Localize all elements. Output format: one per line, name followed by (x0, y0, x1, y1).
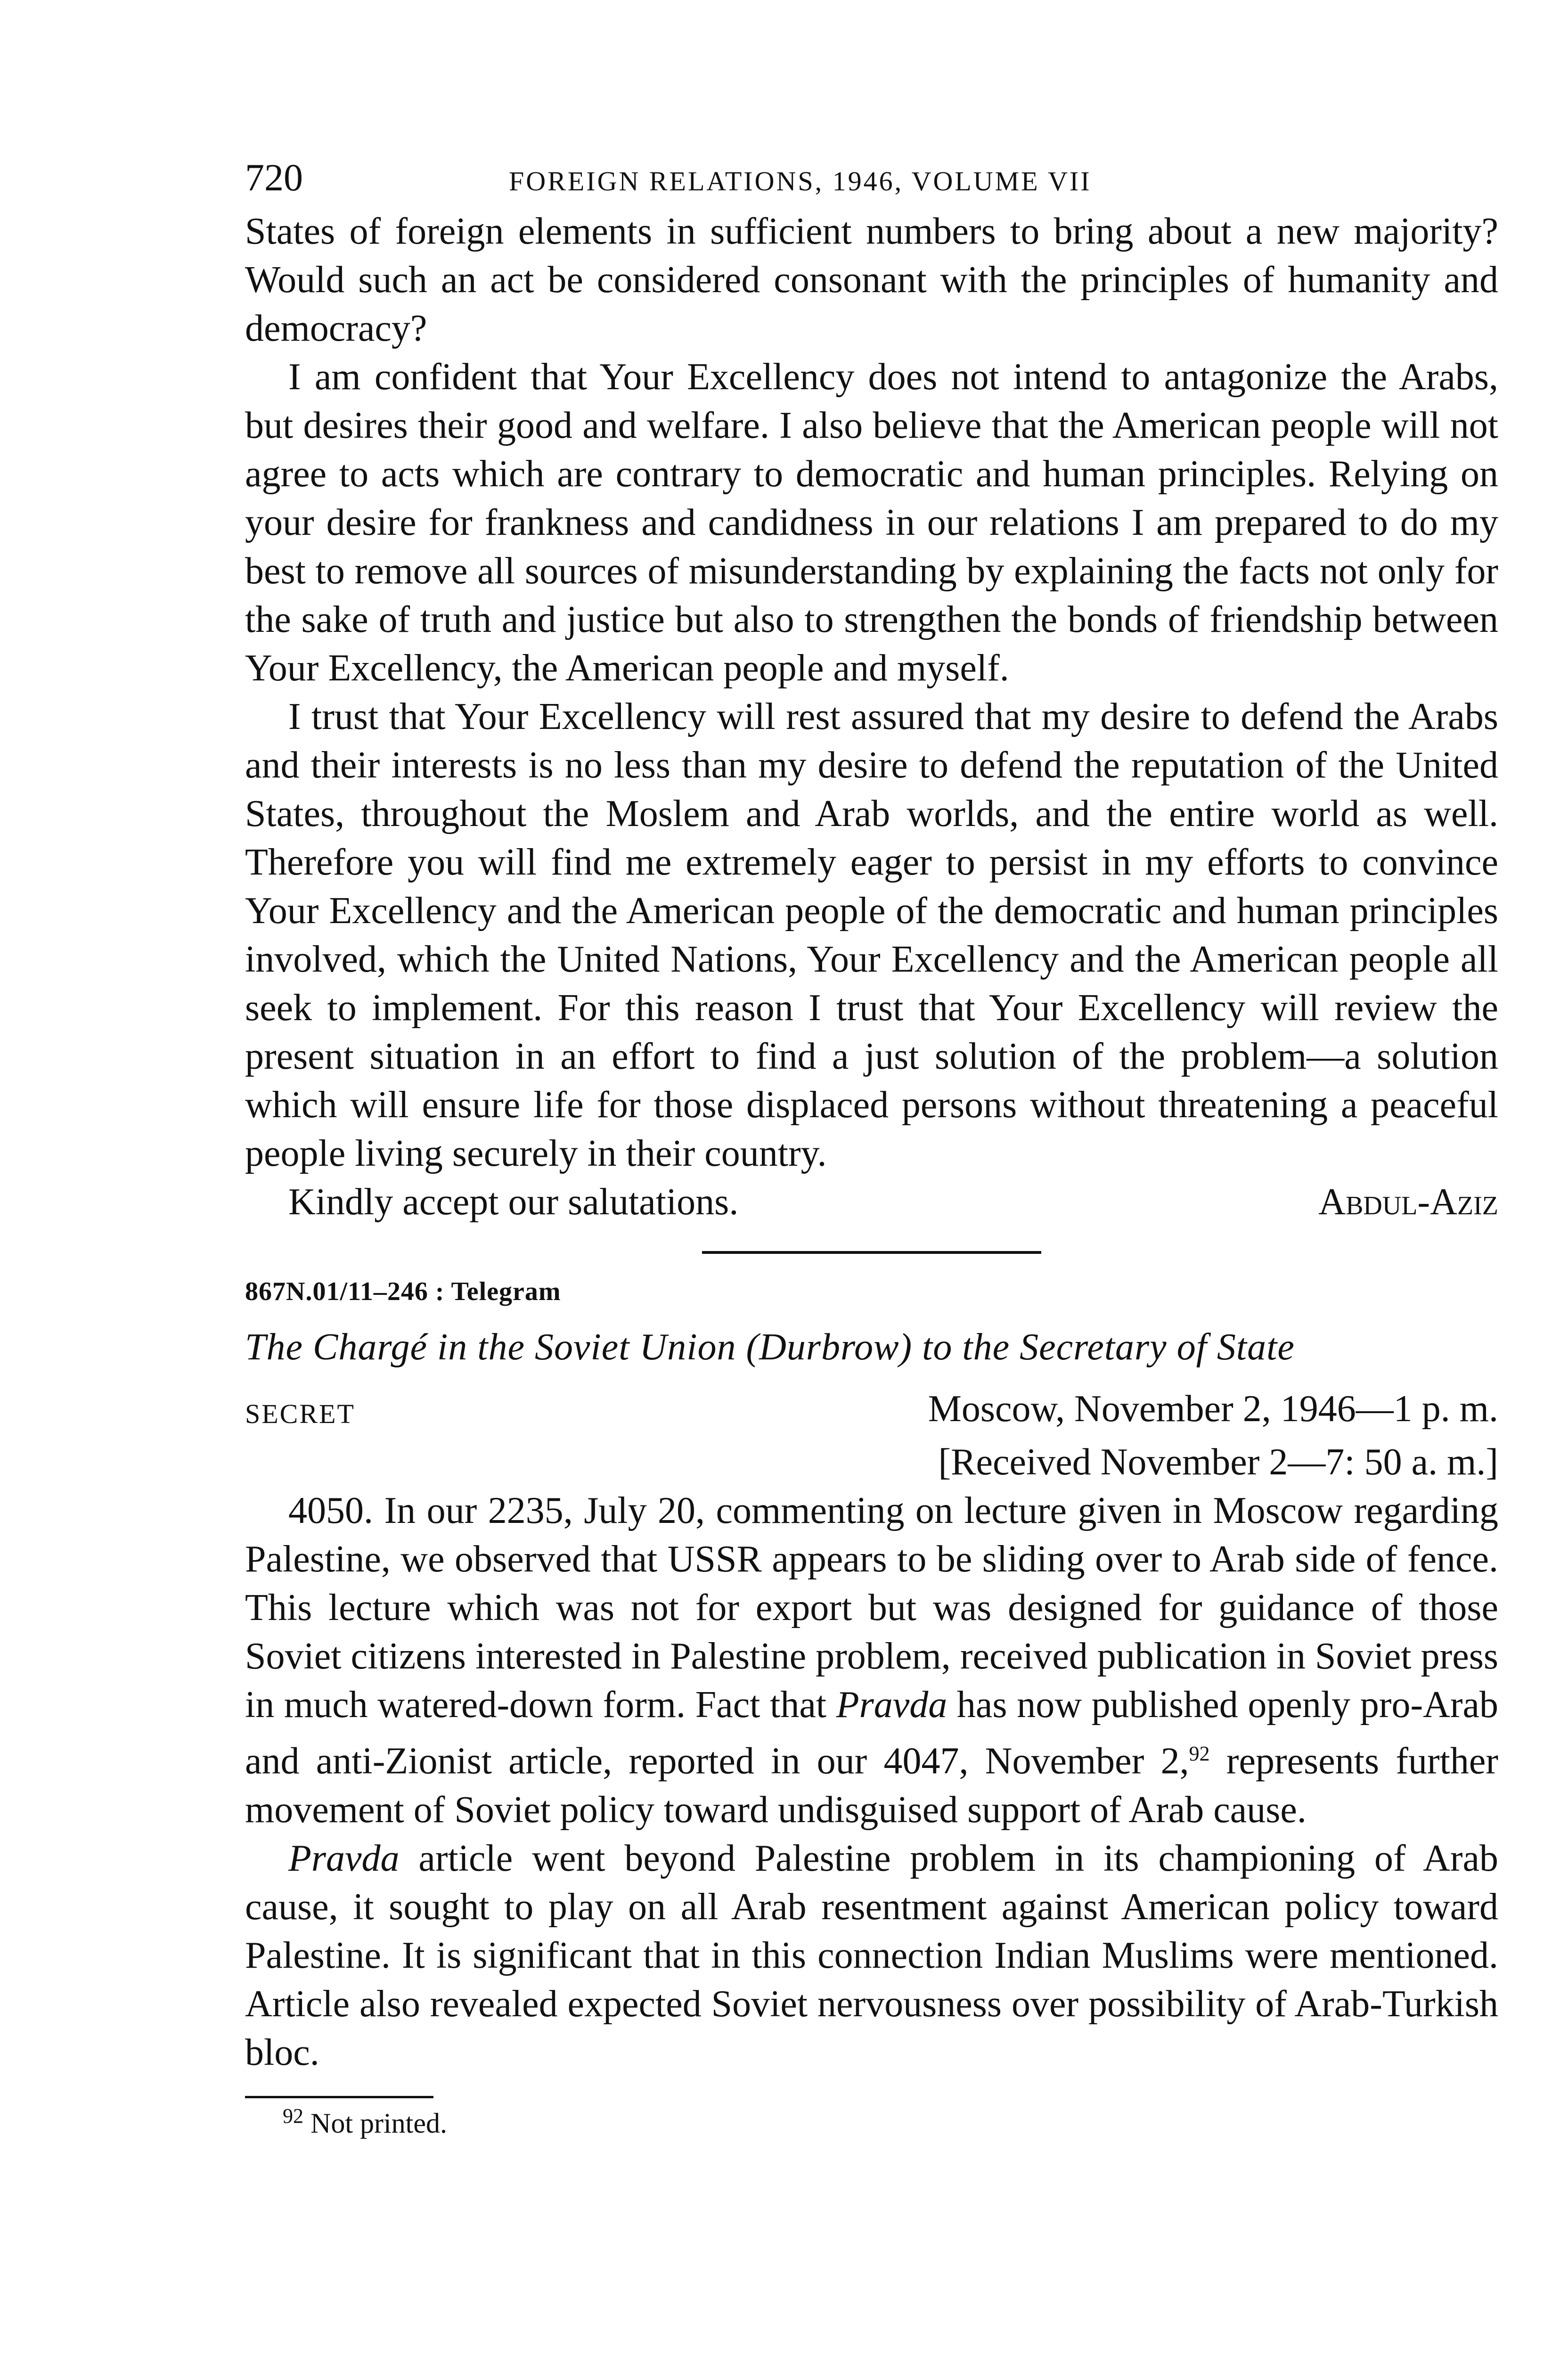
classification: SECRET (245, 1399, 355, 1429)
letter-paragraph: States of foreign elements in sufficient numbers to bring about a new majority? Would such an act be considered consonant with the principles of humanity and democracy? (245, 211, 1498, 349)
section-divider (702, 1251, 1041, 1254)
telegram-paragraph (245, 1487, 1498, 1834)
closing-line (245, 1178, 1498, 1227)
text-run: has now published openly pro-Arab and anti-Zionist article, reported in our 4047, November 2, (245, 1684, 1499, 1782)
page-number: 720 (245, 156, 303, 199)
text-run: 4050. In our 2235, July 20, commenting on lecture given in Moscow regarding Palestine, we observed that USSR appears to be sliding over to Arab side of fence. This lecture which was not for export but was designed for guidance of those Soviet citizens interested in Palestine problem, received publication in Soviet press in much watered-down form. Fact that (245, 1490, 1498, 1726)
signature: Abdul-Aziz (1318, 1181, 1498, 1223)
place-date: Moscow, November 2, 1946—1 p. m. (928, 1388, 1498, 1430)
closing-salutation: Kindly accept our salutations. (288, 1181, 739, 1223)
footnote-rule (245, 2096, 433, 2098)
text-run: represents further movement of Soviet policy toward undisguised support of Arab cause. (245, 1740, 1499, 1831)
document-page (245, 155, 1498, 2140)
letter-paragraph: I am confident that Your Excellency does not intend to antagonize the Arabs, but desires their good and welfare. I also believe that the American people will not agree to acts which are contrary to democratic and human principles. Relying on your desire for frankness and candidness in our relations I am prepared to do my best to remove all sources of misunderstanding by explaining the facts not only for the sake of truth and justice but also to strengthen the bonds of friendship between Your Excellency, the American people and myself. (245, 356, 1498, 689)
running-head: FOREIGN RELATIONS, 1946, VOLUME VII (509, 166, 1092, 196)
telegram-paragraph (245, 1834, 1498, 2077)
footnote (245, 2104, 1498, 2140)
dateline (245, 1385, 1498, 1438)
document-id: 867N.01/11–246 : Telegram (245, 1277, 561, 1306)
page-header (245, 155, 1498, 207)
footnote-text: Not printed. (310, 2107, 447, 2139)
footnote-ref: 92 (1189, 1742, 1210, 1765)
letter-paragraph: I trust that Your Excellency will rest assured that my desire to defend the Arabs and their interests is no less than my desire to defend the reputation of the United States, throughout the Moslem and Arab worlds, and the entire world as well. Therefore you will find me extremely eager to persist in my efforts to convince Your Excellency and the American people of the democratic and human principles involved, which the United Nations, Your Excellency and the American people all seek to implement. For this reason I trust that Your Excellency will review the present situation in an effort to find a just solution of the problem—a solution which will ensure life for those displaced persons without threatening a peaceful people living securely in their country. (245, 696, 1498, 1174)
document-title: The Chargé in the Soviet Union (Durbrow) to the Secretary of State (245, 1326, 1295, 1368)
telegram-body (245, 1487, 1498, 2077)
footnote-number: 92 (283, 2104, 303, 2127)
received-note: [Received November 2—7: 50 a. m.] (938, 1441, 1498, 1483)
text-run: article went beyond Palestine problem in its championing of Arab cause, it sought to play on all Arab resentment against American policy toward Palestine. It is significant that in this connection Indian Muslims were mentioned. Article also revealed expected Soviet nervousness over possibility of Arab-Turkish bloc. (245, 1837, 1498, 2073)
newspaper-name: Pravda (836, 1684, 947, 1726)
letter-body (245, 207, 1498, 1227)
newspaper-name: Pravda (288, 1837, 400, 1879)
